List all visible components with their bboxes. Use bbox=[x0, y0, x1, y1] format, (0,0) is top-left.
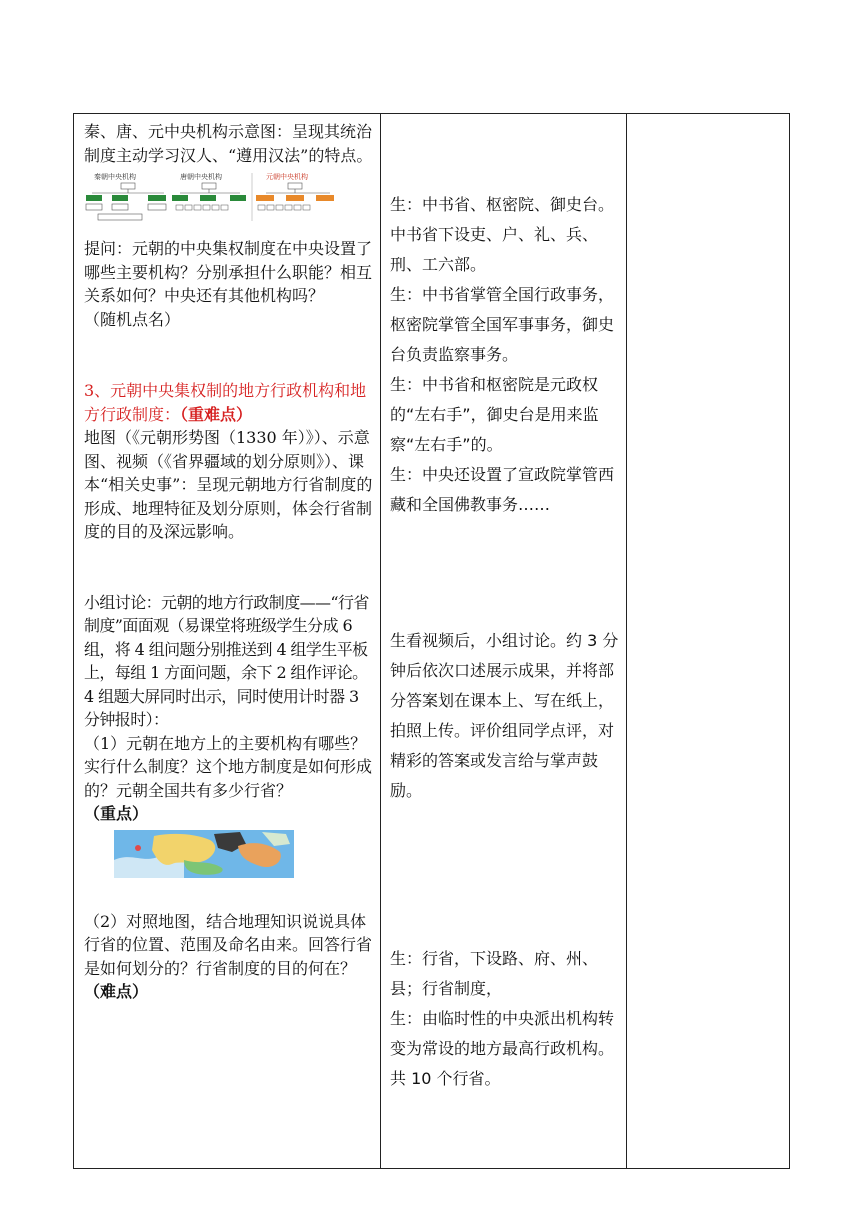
column-divider bbox=[626, 114, 627, 1168]
question-2 bbox=[84, 910, 376, 1004]
yuan-territory-map bbox=[114, 830, 294, 878]
column-divider bbox=[380, 114, 381, 1168]
student-answer-5: 生看视频后，小组讨论。约 3 分钟后依次口述展示成果，并将部分答案划在课本上、写在纸上，拍照上传。评价组同学点评，对精彩的答案或发言给与掌声鼓励。 bbox=[390, 631, 619, 800]
lesson-table bbox=[73, 113, 790, 1169]
random-call-note: （随机点名） bbox=[84, 309, 181, 329]
section3-tag: （重难点） bbox=[180, 404, 253, 424]
diagram-title-tang: 唐朝中央机构 bbox=[180, 173, 222, 181]
diagram-title-qin: 秦朝中央机构 bbox=[94, 173, 136, 181]
student-answer-1: 生：中书省、枢密院、御史台。中书省下设吏、户、礼、兵、刑、工六部。 bbox=[390, 195, 615, 274]
diagram-title-yuan: 元朝中央机构 bbox=[266, 173, 308, 181]
student-activity-cell bbox=[390, 190, 626, 1094]
question-2-text: （2）对照地图，结合地理知识说说具体行省的位置、范围及命名由来。回答行省是如何划分的？行省制度的目的何在？ bbox=[84, 911, 373, 978]
section3-body: 地图（《元朝形势图（1330 年）》）、示意图、视频（《省界疆域的划分原则》）、课本“相关史事”：呈现元朝地方行省制度的形成、地理特征及划分原则，体会行省制度的目的及深远影响。 bbox=[84, 428, 373, 541]
question-central-institutions: 提问：元朝的中央集权制度在中央设置了哪些主要机构？分别承担什么职能？相互关系如何？中央还有其他机构吗？ bbox=[84, 239, 373, 305]
question-2-tag: （难点） bbox=[84, 982, 149, 1001]
student-answer-7: 生：由临时性的中央派出机构转变为常设的地方最高行政机构。共 10 个行省。 bbox=[390, 1009, 615, 1088]
question-1-tag: （重点） bbox=[84, 804, 149, 823]
student-answer-6: 生：行省，下设路、府、州、县；行省制度， bbox=[390, 949, 599, 998]
section3-title: 3、元朝中央集权制的地方行政机构和地方行政制度： bbox=[84, 381, 367, 424]
student-answer-3: 生：中书省和枢密院是元政权的“左右手”，御史台是用来监察“左右手”的。 bbox=[390, 375, 599, 454]
question-1: （1）元朝在地方上的主要机构有哪些？实行什么制度？这个地方制度是如何形成的？元朝全国共有多少行省？ bbox=[84, 733, 373, 800]
group-discussion-text: 小组讨论：元朝的地方行政制度——“行省制度”面面观（易课堂将班级学生分成 6 组，将 4 组问题分别推送到 4 组学生平板上，每组 1 方面问题，余下 2 组作评论。4 组题大屏同时出示，同时使用计时器 3 分钟报时）： bbox=[84, 592, 369, 729]
student-answer-2: 生：中书省掌管全国行政事务，枢密院掌管全国军事事务，御史台负责监察事务。 bbox=[390, 285, 615, 364]
student-answer-4: 生：中央还设置了宣政院掌管西藏和全国佛教事务…… bbox=[390, 465, 615, 514]
central-institutions-diagram bbox=[84, 171, 340, 223]
intro-text: 秦、唐、元中央机构示意图：呈现其统治制度主动学习汉人、“遵用汉法”的特点。 bbox=[84, 122, 373, 165]
teacher-activity-cell bbox=[84, 120, 376, 1004]
section3-heading bbox=[84, 379, 376, 426]
